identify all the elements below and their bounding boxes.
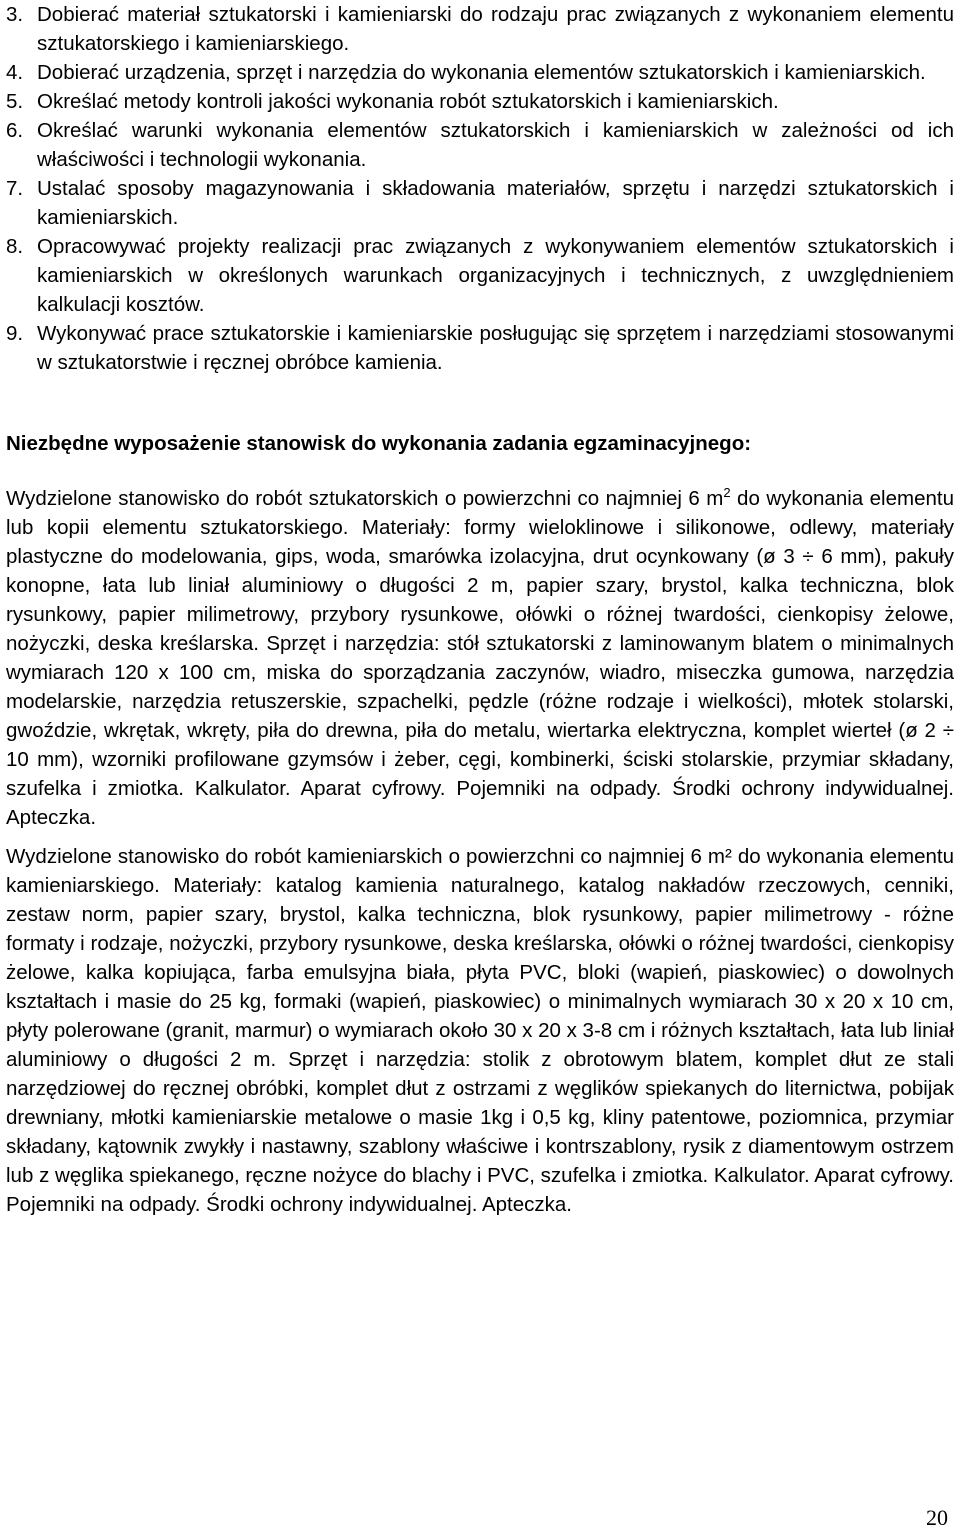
stucco-workstation-paragraph: [6, 484, 954, 832]
list-item-text: Określać warunki wykonania elementów sztukatorskich i kamieniarskich w zależności od ich właściwości i technologii wykonania.: [37, 119, 954, 171]
list-item-number: 5.: [6, 90, 24, 113]
list-item-text: Dobierać urządzenia, sprzęt i narzędzia do wykonania elementów sztukatorskich i kamieniarskich.: [37, 61, 926, 84]
paragraph-text-rest: do wykonania elementu lub kopii elementu sztukatorskiego. Materiały: formy wieloklinowe i silikonowe, odlewy, materiały plastyczne do modelowania, gips, woda, smarówka izolacyjna, drut ocynkowany (ø 3 ÷ 6 mm), pakuły konopne, łata lub liniał aluminiowy o długości 2 m, papier szary, brystol, kalka techniczna, blok rysunkowy, papier milimetrowy, przybory rysunkowe, ołówki o różnej twardości, cienkopisy żelowe, nożyczki, deska kreślarska. Sprzęt i narzędzia: stół sztukatorski z laminowanym blatem o minimalnych wymiarach 120 x 100 cm, miska do sporządzania zaczynów, wiadro, miseczka gumowa, narzędzia modelarskie, narzędzia retuszerskie, szpachelki, pędzle (różne rodzaje i wielkości), młotek stolarski, gwoździe, wkrętak, wkręty, piła do drewna, piła do metalu, wiertarka elektryczna, komplet wierteł (ø 2 ÷ 10 mm), wzorniki profilowane gzymsów i żeber, cęgi, kombinerki, ściski stolarskie, przymiar składany, szufelka i zmiotka. Kalkulator. Aparat cyfrowy. Pojemniki na odpady. Środki ochrony indywidualnej. Apteczka.: [6, 487, 954, 829]
page-number: 20: [926, 1505, 948, 1530]
list-item-number: 9.: [6, 322, 24, 345]
list-item-number: 8.: [6, 235, 24, 258]
list-item: [6, 116, 954, 174]
list-item-text: Określać metody kontroli jakości wykonania robót sztukatorskich i kamieniarskich.: [37, 90, 779, 113]
list-item: [6, 319, 954, 377]
list-item: [6, 0, 954, 58]
list-item: [6, 58, 954, 87]
list-item: [6, 232, 954, 319]
list-item-text: Dobierać materiał sztukatorski i kamieniarski do rodzaju prac związanych z wykonaniem elementu sztukatorskiego i kamieniarskiego.: [37, 3, 954, 55]
list-item-text: Opracowywać projekty realizacji prac związanych z wykonywaniem elementów sztukatorskich i kamieniarskich w określonych warunkach organizacyjnych i technicznych, z uwzględnieniem kalkulacji kosztów.: [37, 235, 954, 316]
paragraph-text-start: Wydzielone stanowisko do robót sztukatorskich o powierzchni co najmniej 6 m: [6, 487, 724, 510]
list-item: [6, 174, 954, 232]
competency-list: [6, 0, 954, 377]
list-item-text: Wykonywać prace sztukatorskie i kamieniarskie posługując się sprzętem i narzędziami stosowanymi w sztukatorstwie i ręcznej obróbce kamienia.: [37, 322, 954, 374]
section-heading: Niezbędne wyposażenie stanowisk do wykonania zadania egzaminacyjnego:: [6, 432, 752, 455]
list-item: [6, 87, 954, 116]
stonework-workstation-paragraph: Wydzielone stanowisko do robót kamieniarskich o powierzchni co najmniej 6 m² do wykonania elementu kamieniarskiego. Materiały: katalog kamienia naturalnego, katalog nakładów rzeczowych, cenniki, zestaw norm, papier szary, brystol, kalka techniczna, blok rysunkowy, papier milimetrowy - różne formaty i rodzaje, nożyczki, przybory rysunkowe, deska kreślarska, ołówki o różnej twardości, cienkopisy żelowe, kalka kopiująca, farba emulsyjna biała, płyta PVC, bloki (wapień, piaskowiec) o dowolnych kształtach i masie do 25 kg, formaki (wapień, piaskowiec) o minimalnych wymiarach 30 x 20 x 10 cm, płyty polerowane (granit, marmur) o wymiarach około 30 x 20 x 3-8 cm i różnych kształtach, łata lub liniał aluminiowy o długości 2 m. Sprzęt i narzędzia: stolik z obrotowym blatem, komplet dłut ze stali narzędziowej do ręcznej obróbki, komplet dłut z ostrzami z węglików spiekanych do liternictwa, pobijak drewniany, młotki kamieniarskie metalowe o masie 1kg i 0,5 kg, kliny patentowe, poziomnica, przymiar składany, kątownik zwykły i nastawny, szablony właściwe i kontrszablony, rysik z diamentowym ostrzem lub z węglika spiekanego, ręczne nożyce do blachy i PVC, szufelka i zmiotka. Kalkulator. Aparat cyfrowy. Pojemniki na odpady. Środki ochrony indywidualnej. Apteczka.: [6, 845, 954, 1216]
list-item-number: 6.: [6, 119, 24, 142]
list-item-number: 7.: [6, 177, 24, 200]
document-page: [6, 0, 954, 1219]
list-item-text: Ustalać sposoby magazynowania i składowania materiałów, sprzętu i narzędzi sztukatorskich i kamieniarskich.: [37, 177, 954, 229]
list-item-number: 3.: [6, 3, 24, 26]
list-item-number: 4.: [6, 61, 24, 84]
superscript: 2: [723, 485, 731, 500]
